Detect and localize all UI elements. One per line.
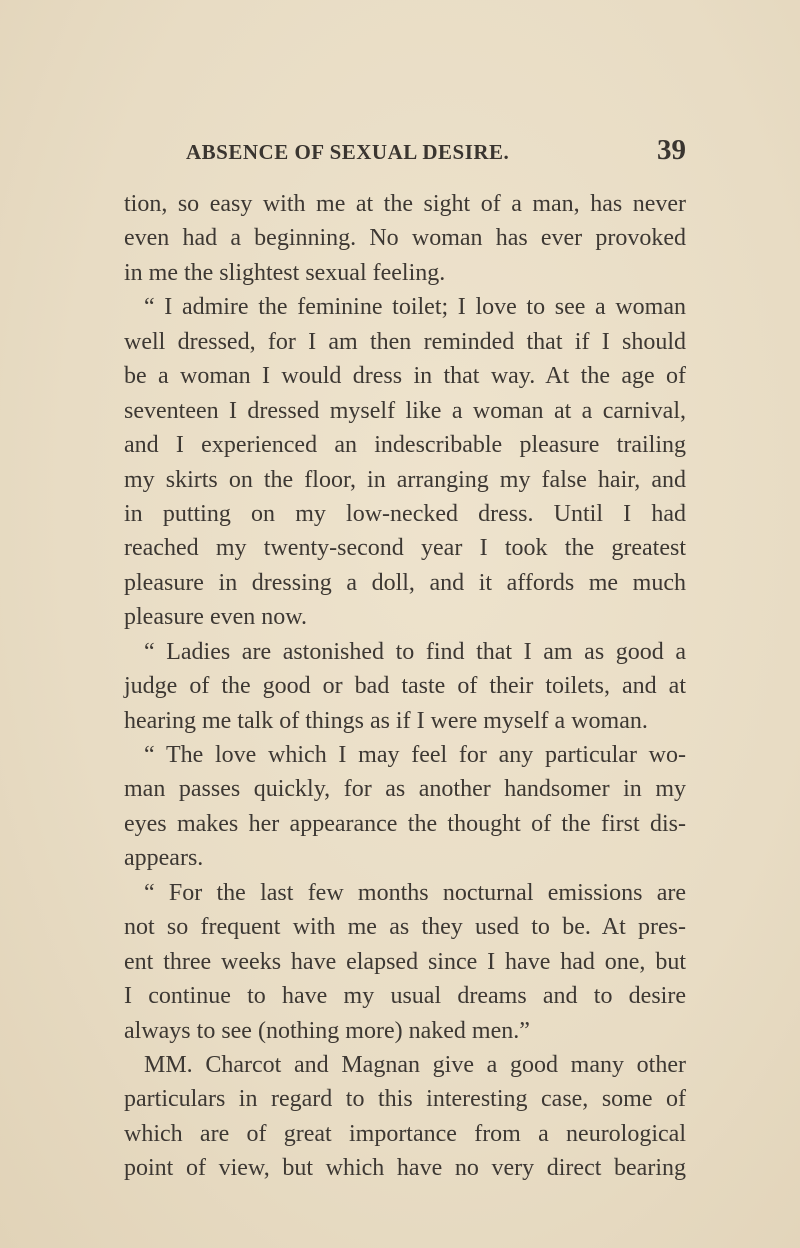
text-line: pleasure in dressing a doll, and it affords me much [124, 569, 686, 596]
text-line: “ The love which I may feel for any particular wo- [144, 742, 686, 768]
text-line: appears. [124, 845, 204, 872]
text-line: eyes makes her appearance the thought of the first dis- [124, 810, 686, 837]
text-line: which are of great importance from a neurological [124, 1120, 686, 1147]
text-line: I continue to have my usual dreams and to desire [124, 983, 686, 1010]
text-line: pleasure even now. [124, 604, 308, 631]
body-text [124, 187, 686, 1186]
text-line: always to see (nothing more) naked men.” [124, 1017, 530, 1044]
text-line: hearing me talk of things as if I were myself a woman. [124, 707, 648, 734]
running-head: ABSENCE OF SEXUAL DESIRE. [186, 140, 510, 164]
text-line: in putting on my low-necked dress. Until I had [124, 500, 686, 527]
text-line: ent three weeks have elapsed since I have had one, but [124, 948, 686, 975]
page-number: 39 [657, 134, 686, 166]
text-line: seventeen I dressed myself like a woman at a carnival, [124, 397, 686, 424]
text-line: “ For the last few months nocturnal emissions are [144, 879, 686, 906]
text-line: reached my twenty-second year I took the greatest [124, 535, 686, 562]
text-line: point of view, but which have no very direct bearing [124, 1155, 686, 1182]
text-line: be a woman I would dress in that way. At the age of [124, 363, 686, 390]
text-line: judge of the good or bad taste of their toilets, and at [124, 673, 686, 700]
text-line: and I experienced an indescribable pleasure trailing [124, 432, 686, 459]
text-line: particulars in regard to this interesting case, some of [124, 1086, 686, 1113]
text-line: MM. Charcot and Magnan give a good many other [144, 1051, 686, 1078]
text-line: “ Ladies are astonished to find that I am as good a [144, 638, 686, 665]
text-line: “ I admire the feminine toilet; I love to see a woman [144, 294, 686, 321]
text-line: tion, so easy with me at the sight of a man, has never [124, 191, 686, 217]
text-line: even had a beginning. No woman has ever provoked [124, 225, 686, 252]
text-line: well dressed, for I am then reminded that if I should [124, 328, 686, 355]
page-header [186, 134, 686, 166]
text-line: man passes quickly, for as another handsomer in my [124, 776, 686, 803]
text-line: my skirts on the floor, in arranging my false hair, and [124, 466, 686, 493]
text-line: in me the slightest sexual feeling. [124, 259, 446, 286]
text-line: not so frequent with me as they used to be. At pres- [124, 914, 686, 941]
